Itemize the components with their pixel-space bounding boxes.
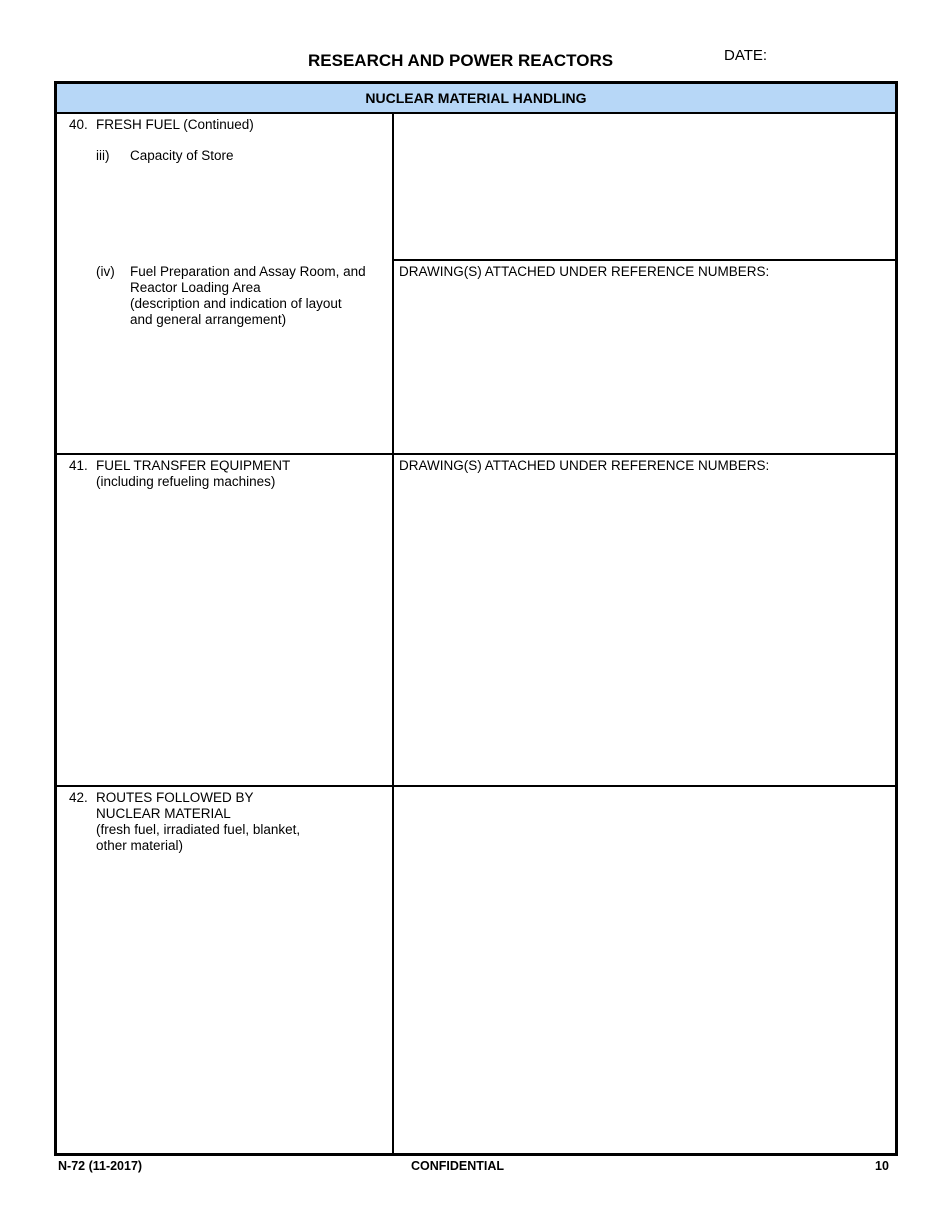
item-41-number: 41.: [69, 458, 88, 473]
item-42-answer-field[interactable]: [398, 790, 888, 1148]
row-divider-42: [57, 785, 895, 787]
item-41-answer-field[interactable]: [398, 478, 888, 780]
item-40-iv-number: (iv): [96, 264, 115, 279]
item-40-iv-answer-field[interactable]: [398, 284, 888, 448]
date-label: DATE:: [724, 47, 768, 64]
item-41-line1: FUEL TRANSFER EQUIPMENT: [96, 458, 291, 473]
item-40-iv-line1: Fuel Preparation and Assay Room, and: [130, 264, 366, 279]
page-title: RESEARCH AND POWER REACTORS: [308, 51, 614, 70]
item-40-iv-line3: (description and indication of layout: [130, 296, 342, 311]
row-divider-41: [57, 453, 895, 455]
row-divider-40iii: [394, 259, 895, 261]
item-42-number: 42.: [69, 790, 88, 805]
item-40-iii-number: iii): [96, 148, 110, 163]
item-40-iv-line2: Reactor Loading Area: [130, 280, 261, 295]
item-42-line2: NUCLEAR MATERIAL: [96, 806, 231, 821]
column-divider: [392, 114, 394, 1153]
item-40-title: FRESH FUEL (Continued): [96, 117, 254, 132]
item-42-line3: (fresh fuel, irradiated fuel, blanket,: [96, 822, 301, 837]
form-frame: [54, 81, 898, 1156]
section-header: NUCLEAR MATERIAL HANDLING: [57, 84, 895, 114]
item-41-line2: (including refueling machines): [96, 474, 276, 489]
item-40-iv-line4: and general arrangement): [130, 312, 287, 327]
form-id: N-72 (11-2017): [58, 1159, 143, 1173]
item-41-drawings-label: DRAWING(S) ATTACHED UNDER REFERENCE NUMBERS:: [399, 458, 770, 473]
item-42-line1: ROUTES FOLLOWED BY: [96, 790, 254, 805]
item-40-iii-answer-field[interactable]: [398, 121, 888, 253]
page-number: 10: [875, 1159, 889, 1173]
item-40-number: 40.: [69, 117, 88, 132]
item-42-line4: other material): [96, 838, 184, 853]
item-40-iv-drawings-label: DRAWING(S) ATTACHED UNDER REFERENCE NUMBERS:: [399, 264, 770, 279]
item-40-iii-label: Capacity of Store: [130, 148, 234, 163]
classification-label: CONFIDENTIAL: [411, 1159, 505, 1173]
